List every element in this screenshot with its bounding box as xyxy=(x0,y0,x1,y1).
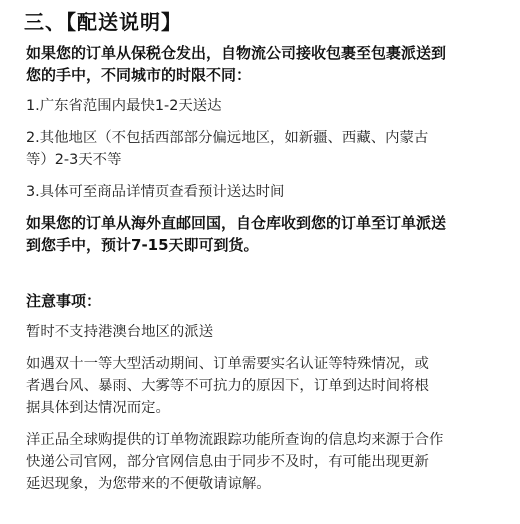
overseas-direct-mail-paragraph xyxy=(26,212,506,256)
list-item-other-regions-line-1: 2.其他地区（不包括西部部分偏远地区，如新疆、西藏、内蒙古 xyxy=(26,130,429,146)
list-item-other-regions-line-2: 等）2-3天不等 xyxy=(26,152,122,168)
overseas-line-1: 如果您的订单从海外直邮回国，自仓库收到您的订单至订单派送 xyxy=(26,214,447,232)
list-item-product-details: 3.具体可至商品详情页查看预计送达时间 xyxy=(26,184,285,200)
delivery-time-list xyxy=(26,95,506,203)
section-heading: 三、【配送说明】 xyxy=(24,10,182,34)
notes-section xyxy=(26,290,506,495)
overseas-line-2: 到您手中，预计7-15天即可到货。 xyxy=(26,236,259,254)
notes-title: 注意事项： xyxy=(26,292,102,310)
note-tracking-line-1: 洋正品全球购提供的订单物流跟踪功能所查询的信息均来源于合作 xyxy=(26,432,444,448)
bonded-line-1: 如果您的订单从保税仓发出，自物流公司接收包裹至包裹派送到 xyxy=(26,44,447,62)
note-special-cases-line-2: 者遇台风、暴雨、大雾等不可抗力的原因下，订单到达时间将根 xyxy=(26,378,429,394)
note-no-hk-macao-taiwan: 暂时不支持港澳台地区的派送 xyxy=(26,324,214,340)
note-special-cases-line-1: 如遇双十一等大型活动期间、订单需要实名认证等特殊情况，或 xyxy=(26,356,429,372)
note-tracking-line-3: 延迟现象，为您带来的不便敬请谅解。 xyxy=(26,476,271,492)
note-special-cases-line-3: 据具体到达情况而定。 xyxy=(26,400,170,416)
note-tracking-line-2: 快递公司官网，部分官网信息由于同步不及时，有可能出现更新 xyxy=(26,454,429,470)
bonded-line-2: 您的手中，不同城市的时限不同： xyxy=(26,66,252,84)
bonded-warehouse-paragraph xyxy=(26,42,506,86)
list-item-guangdong: 1.广东省范围内最快1-2天送达 xyxy=(26,98,222,114)
